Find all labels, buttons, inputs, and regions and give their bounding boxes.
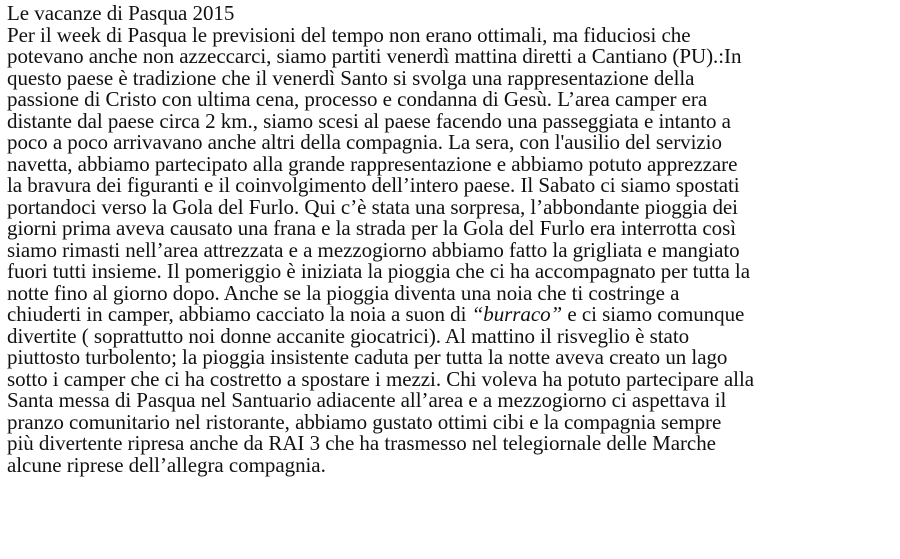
text-line: passione di Cristo con ultima cena, processo e condanna di Gesù. L’area camper era [7,87,708,111]
text-line: più divertente ripresa anche da RAI 3 che ha trasmesso nel telegiornale delle Marche [7,431,716,455]
text-line: portandoci verso la Gola del Furlo. Qui c’è stata una sorpresa, l’abbondante pioggia dei [7,194,738,219]
text-segment: chiuderti in camper, abbiamo cacciato la noia a suon di [7,302,472,326]
text-line: pranzo comunitario nel ristorante, abbiamo gustato ottimi cibi e la compagnia sempre [7,409,722,434]
text-line: divertite ( soprattutto noi donne accanite giocatrici). Al mattino il risveglio è stato [7,323,690,348]
text-line: questo paese è tradizione che il venerdì Santo si svolga una rappresentazione della [7,65,695,90]
text-line: giorni prima aveva causato una frana e la strada per la Gola del Furlo era interrotta così [7,216,737,240]
text-line: notte fino al giorno dopo. Anche se la pioggia diventa una noia che ti costringe a [7,280,680,305]
text-line: fuori tutti insieme. Il pomeriggio è iniziata la pioggia che ci ha accompagnato per tutta la [7,259,750,283]
emphasized-word: “burraco” [471,302,563,326]
text-line: piuttosto turbolento; la pioggia insistente caduta per tutta la notte aveva creato un lago [7,345,728,369]
text-line: siamo rimasti nell’area attrezzata e a mezzogiorno abbiamo fatto la grigliata e mangiato [7,237,740,262]
document-title: Le vacanze di Pasqua 2015 [7,1,235,25]
text-line: alcune riprese dell’allegra compagnia. [7,452,326,477]
text-line: Per il week di Pasqua le previsioni del tempo non erano ottimali, ma fiduciosi che [7,22,691,47]
text-line: navetta, abbiamo partecipato alla grande rappresentazione e abbiamo potuto apprezzare [7,151,738,176]
text-line: Santa messa di Pasqua nel Santuario adiacente all’area e a mezzogiorno ci aspettava il [7,388,727,412]
text-line: sotto i camper che ci ha costretto a spostare i mezzi. Chi voleva ha potuto partecipare alla [7,366,755,391]
text-line: potevano anche non azzeccarci, siamo partiti venerdì mattina diretti a Cantiano (PU).:In [7,44,742,68]
text-line: distante dal paese circa 2 km., siamo scesi al paese facendo una passeggiata e intanto a [7,108,731,133]
text-segment: e ci siamo comunque [562,302,745,326]
text-line-with-emphasis [7,304,744,325]
text-line: la bravura dei figuranti e il coinvolgimento dell’intero paese. Il Sabato ci siamo spostati [7,173,740,197]
text-line: poco a poco arrivavano anche altri della compagnia. La sera, con l'ausilio del servizio [7,130,722,154]
